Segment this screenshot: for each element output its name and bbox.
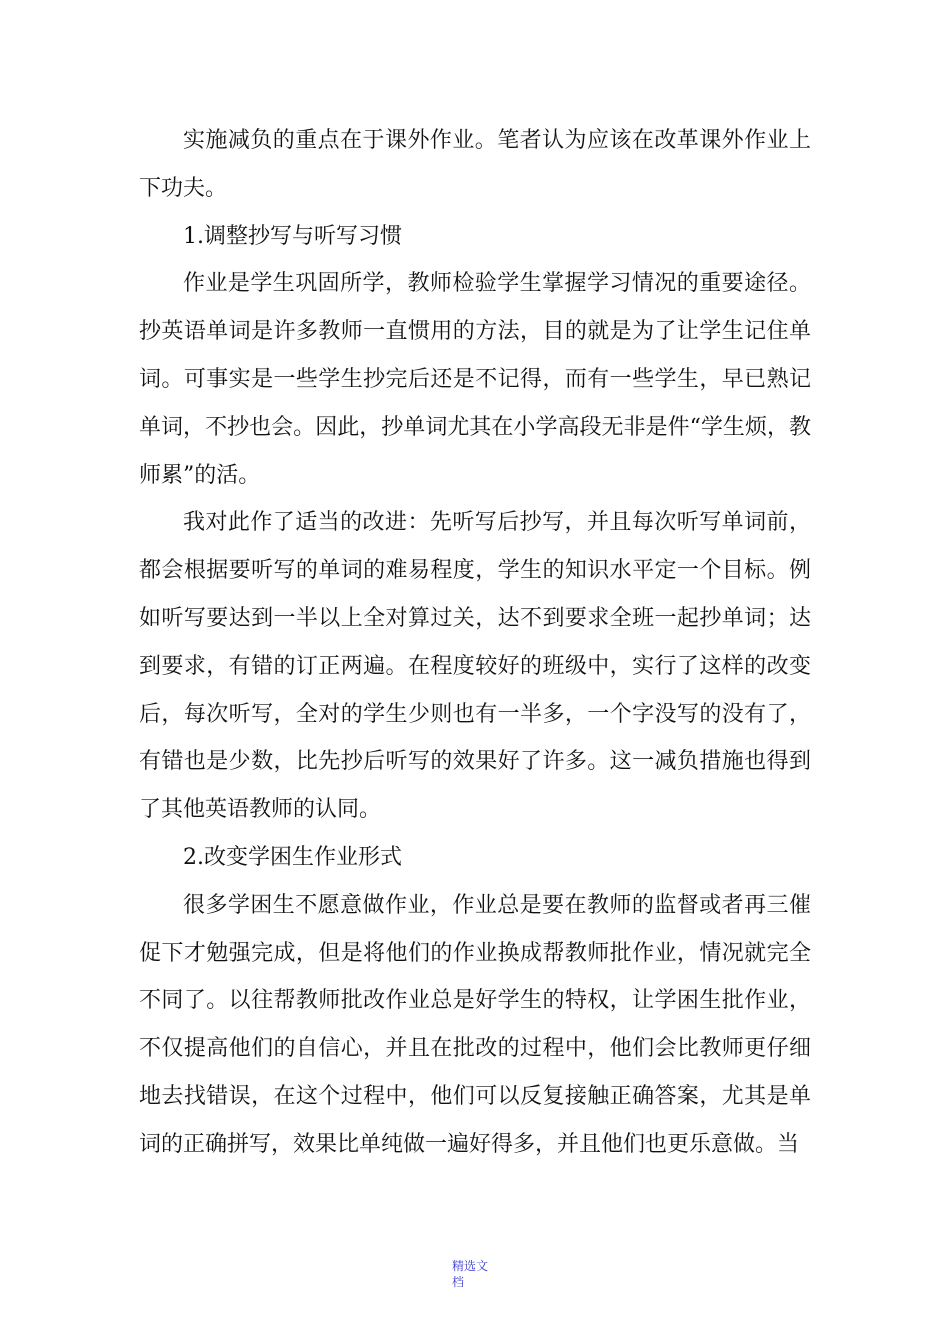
section-heading-2: 2.改变学困生作业形式 (183, 844, 402, 870)
document-body (139, 117, 811, 1169)
paragraph-improvement: 我对此作了适当的改进：先听写后抄写，并且每次听写单词前，都会根据要听写的单词的难易程度，学生的知识水平定一个目标。例如听写要达到一半以上全对算过关，达不到要求全班一起抄单词；达到要求，有错的订正两遍。在程度较好的班级中，实行了这样的改变后，每次听写，全对的学生少则也有一半多，一个字没写的没有了，有错也是少数，比先抄后听写的效果好了许多。这一减负措施也得到了其他英语教师的认同。 (139, 510, 811, 823)
paragraph-struggling-students: 很多学困生不愿意做作业，作业总是要在教师的监督或者再三催促下才勉强完成，但是将他们的作业换成帮教师批作业，情况就完全不同了。以往帮教师批改作业总是好学生的特权，让学困生批作业，不仅提高他们的自信心，并且在批改的过程中，他们会比教师更仔细地去找错误，在这个过程中，他们可以反复接触正确答案，尤其是单词的正确拼写，效果比单纯做一遍好得多，并且他们也更乐意做。当 (139, 892, 811, 1157)
section-heading-1: 1.调整抄写与听写习惯 (183, 223, 402, 249)
paragraph-intro: 实施减负的重点在于课外作业。笔者认为应该在改革课外作业上下功夫。 (139, 128, 811, 201)
footer-label: 精选文档 (452, 1259, 489, 1289)
paragraph-homework: 作业是学生巩固所学，教师检验学生掌握学习情况的重要途径。抄英语单词是许多教师一直惯用的方法，目的就是为了让学生记住单词。可事实是一些学生抄完后还是不记得，而有一些学生，早已熟记单词，不抄也会。因此，抄单词尤其在小学高段无非是件“学生烦，教师累”的活。 (139, 271, 811, 488)
